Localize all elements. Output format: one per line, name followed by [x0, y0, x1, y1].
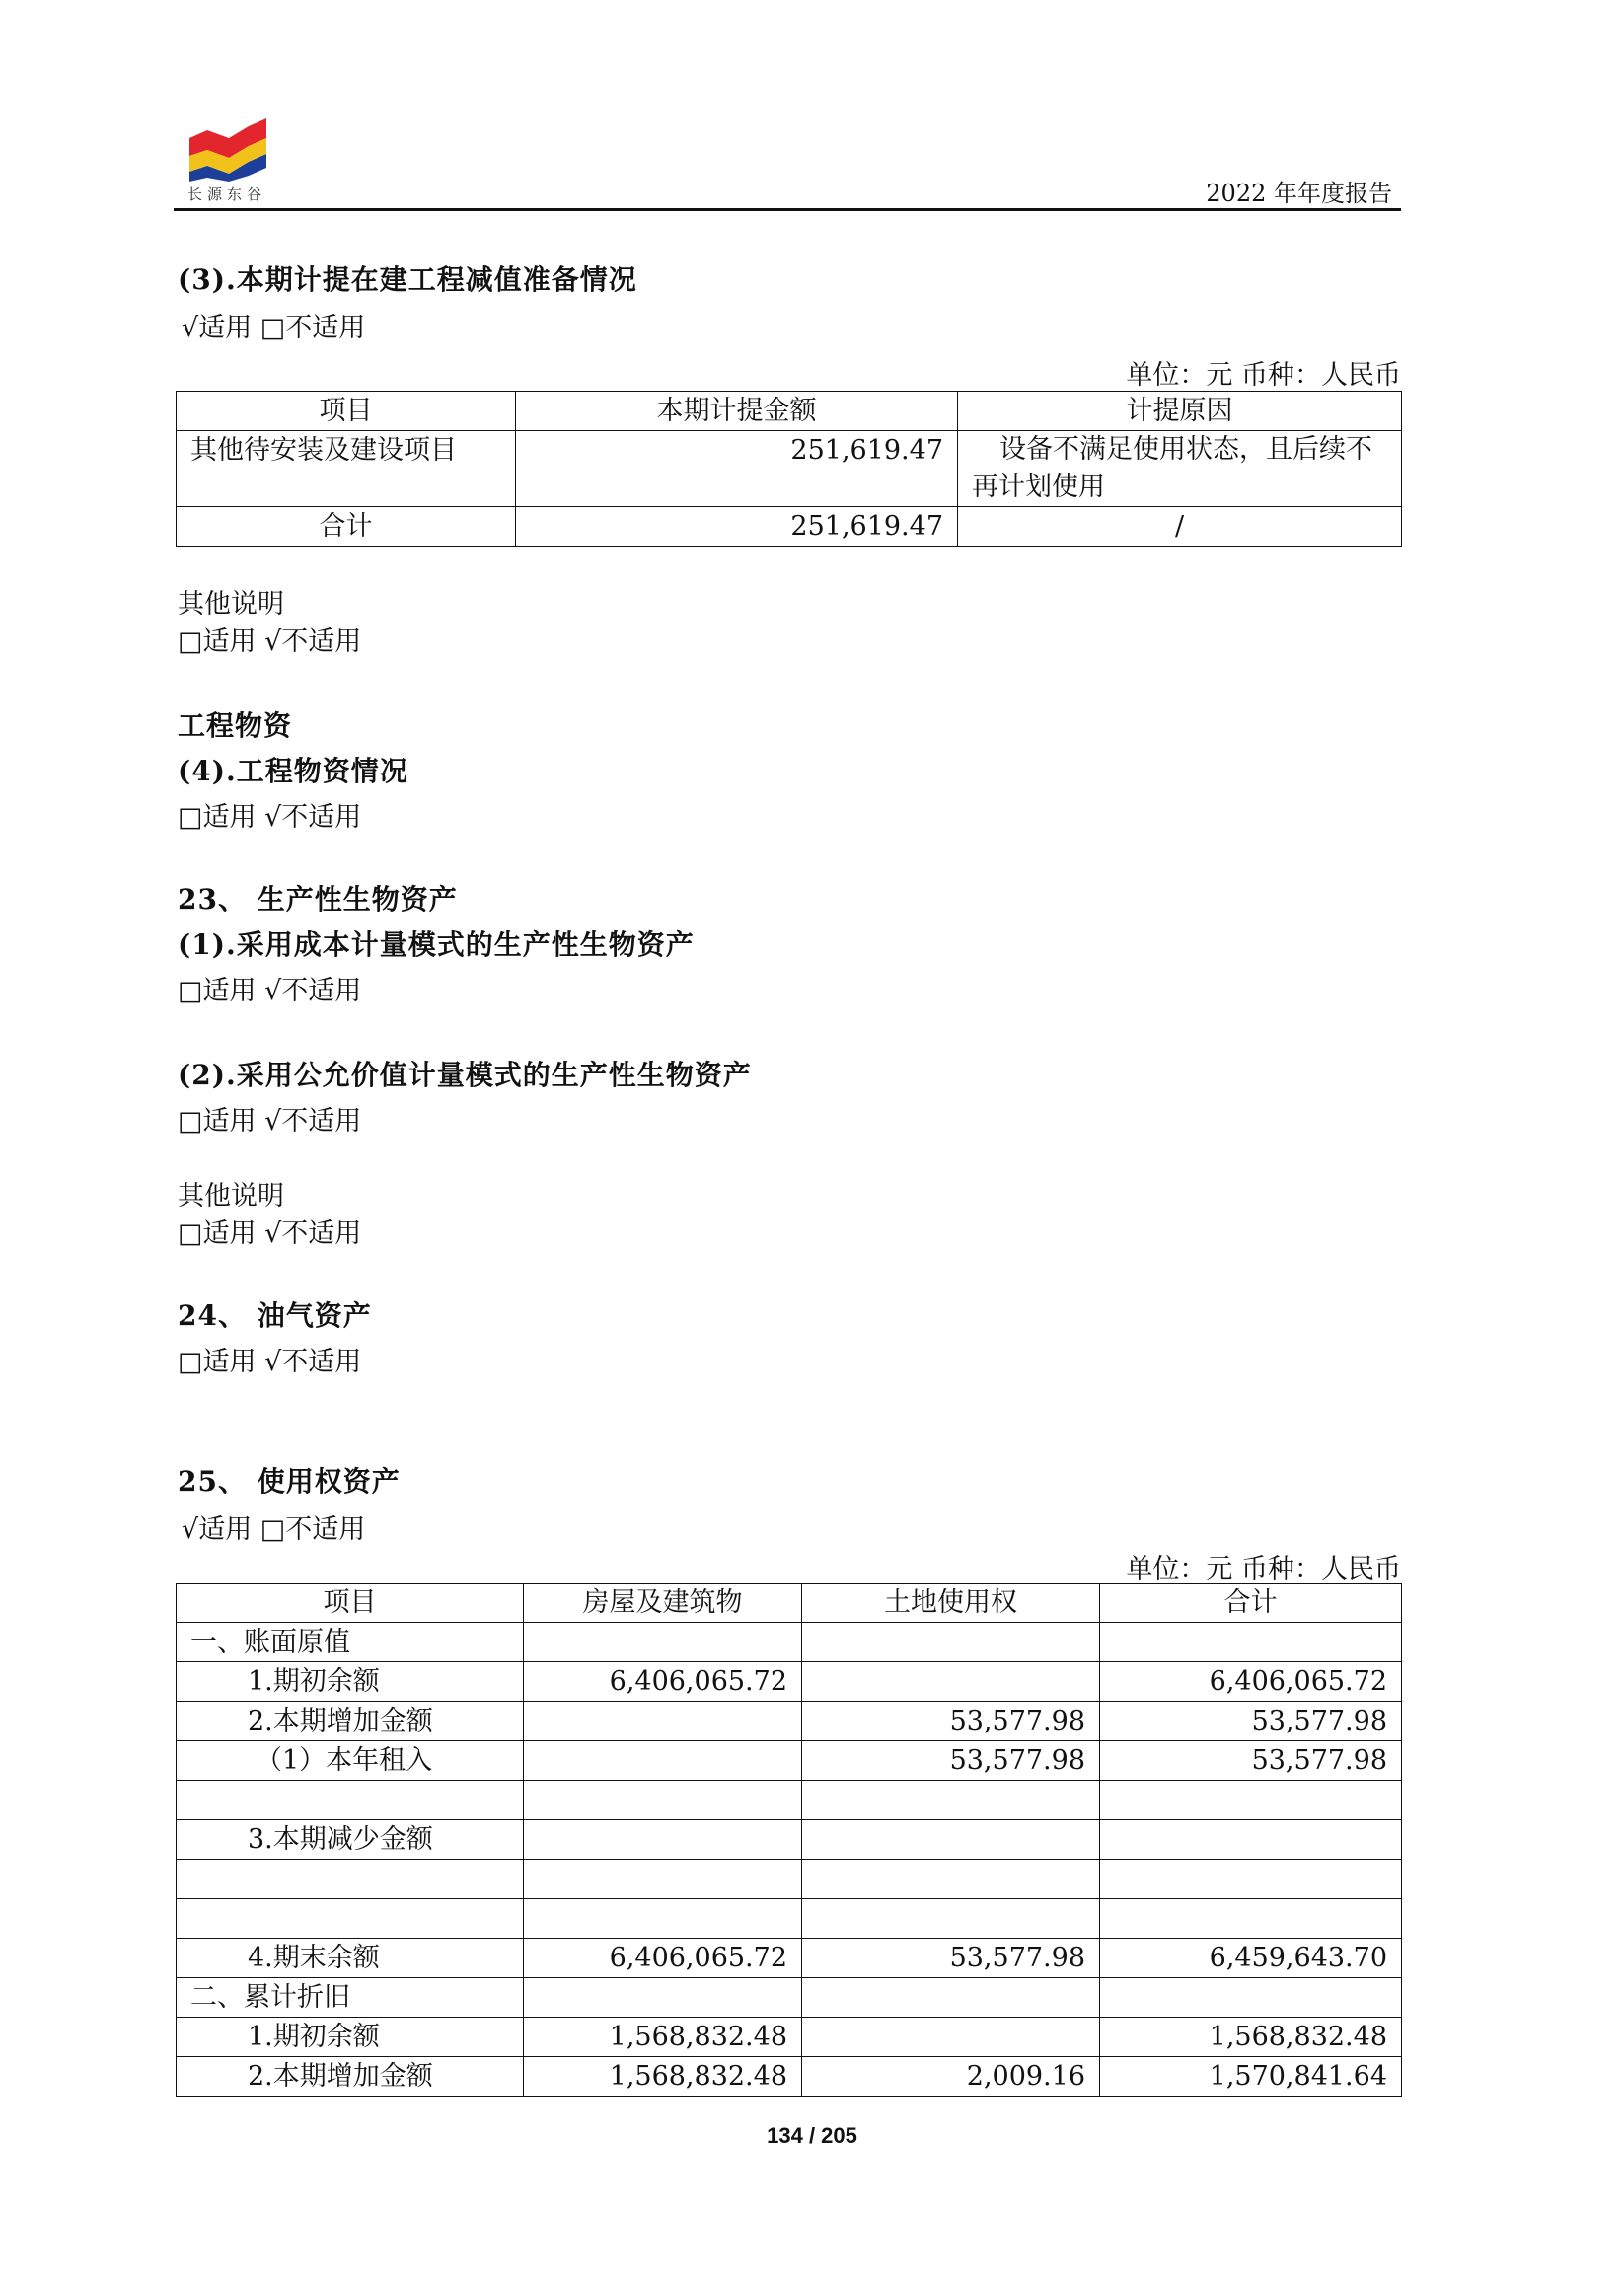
table-cell: 251,619.47 [516, 507, 958, 547]
table-cell: 4.期末余额 [177, 1939, 524, 1978]
table-row [177, 1702, 1402, 1741]
section-3-heading: (3).本期计提在建工程减值准备情况 [178, 263, 637, 296]
table-header-row [177, 392, 1402, 431]
table-cell: 6,406,065.72 [1100, 1662, 1402, 1702]
table-cell: 合计 [177, 507, 516, 547]
table-row [177, 1662, 1402, 1702]
table-cell: 一、账面原值 [177, 1623, 524, 1662]
table-cell: 53,577.98 [802, 1741, 1100, 1781]
logo-flag-icon [187, 116, 268, 182]
table-cell [1100, 1623, 1402, 1662]
table-cell: 53,577.98 [1100, 1741, 1402, 1781]
section-3-unit: 单位：元 币种：人民币 [1126, 360, 1401, 391]
section-4-heading: (4).工程物资情况 [178, 755, 408, 787]
table-cell [802, 2018, 1100, 2057]
section-25-applicability: √适用 □不适用 [182, 1514, 366, 1545]
section-4-applicability: □适用 √不适用 [178, 802, 362, 833]
table-cell [524, 1781, 802, 1820]
section-23-sub1-heading: (1).采用成本计量模式的生产性生物资产 [178, 928, 695, 961]
table-cell [802, 1978, 1100, 2018]
table-cell [802, 1662, 1100, 1702]
section-23-sub1-applicability: □适用 √不适用 [178, 976, 362, 1006]
table-cell: 2.本期增加金额 [177, 2057, 524, 2097]
table-row [177, 1939, 1402, 1978]
table-row [177, 2018, 1402, 2057]
section-3-applicability: √适用 □不适用 [182, 313, 366, 343]
header-cell: 房屋及建筑物 [524, 1584, 802, 1623]
table-row [177, 1781, 1402, 1820]
table-cell [1100, 1899, 1402, 1939]
table-cell [177, 1899, 524, 1939]
table-cell: 2.本期增加金额 [177, 1702, 524, 1741]
table-cell [802, 1899, 1100, 1939]
table-cell [1100, 1820, 1402, 1860]
section-23-sub2-applicability: □适用 √不适用 [178, 1106, 362, 1137]
table-cell [802, 1860, 1100, 1899]
table-cell [1100, 1781, 1402, 1820]
table-cell: 53,577.98 [802, 1702, 1100, 1741]
table-row [177, 1623, 1402, 1662]
table-cell: 1,568,832.48 [1100, 2018, 1402, 2057]
table-cell [524, 1702, 802, 1741]
company-logo [187, 116, 268, 205]
table-cell [524, 1978, 802, 2018]
section-24-heading: 24、 油气资产 [178, 1299, 372, 1332]
table-row [177, 507, 1402, 547]
table-cell [1100, 1860, 1402, 1899]
section-23-sub2-heading: (2).采用公允价值计量模式的生产性生物资产 [178, 1059, 752, 1091]
other-note-label: 其他说明 [178, 1181, 284, 1212]
other-note-applicability: □适用 √不适用 [178, 1218, 362, 1249]
engineering-materials-title: 工程物资 [178, 709, 293, 742]
table-header-row [177, 1584, 1402, 1623]
right-of-use-assets-table [176, 1583, 1402, 2097]
table-row [177, 2057, 1402, 2097]
table-row [177, 1741, 1402, 1781]
section-23-heading: 23、 生产性生物资产 [178, 883, 458, 916]
table-cell: 53,577.98 [1100, 1702, 1402, 1741]
table-row [177, 431, 1402, 507]
other-note-label: 其他说明 [178, 589, 284, 620]
header-cell: 本期计提金额 [516, 392, 958, 431]
logo-text: 长源东谷 [187, 185, 267, 203]
table-cell [524, 1820, 802, 1860]
header-cell: 合计 [1100, 1584, 1402, 1623]
header-cell: 项目 [177, 1584, 524, 1623]
table-cell [524, 1899, 802, 1939]
table-cell [524, 1860, 802, 1899]
table-cell [524, 1741, 802, 1781]
table-cell: 1.期初余额 [177, 1662, 524, 1702]
table-cell: 1,568,832.48 [524, 2018, 802, 2057]
table-cell: 二、累计折旧 [177, 1978, 524, 2018]
table-cell: 6,406,065.72 [524, 1662, 802, 1702]
table-cell: 1,570,841.64 [1100, 2057, 1402, 2097]
impairment-table [176, 391, 1402, 547]
table-cell: 3.本期减少金额 [177, 1820, 524, 1860]
report-title: 2022 年年度报告 [1206, 180, 1392, 207]
table-cell: 其他待安装及建设项目 [177, 431, 516, 507]
header-cell: 计提原因 [958, 392, 1402, 431]
table-cell: 设备不满足使用状态，且后续不再计划使用 [958, 431, 1402, 507]
page-number: 134 / 205 [767, 2123, 857, 2148]
table-cell: 53,577.98 [802, 1939, 1100, 1978]
table-cell: 6,459,643.70 [1100, 1939, 1402, 1978]
header-cell: 项目 [177, 392, 516, 431]
section-25-unit: 单位：元 币种：人民币 [1126, 1554, 1401, 1585]
table-cell [802, 1623, 1100, 1662]
table-cell: 6,406,065.72 [524, 1939, 802, 1978]
table-row [177, 1820, 1402, 1860]
table-cell: 2,009.16 [802, 2057, 1100, 2097]
section-25-heading: 25、 使用权资产 [178, 1465, 401, 1498]
table-cell [1100, 1978, 1402, 2018]
table-cell: / [958, 507, 1402, 547]
table-cell: 1,568,832.48 [524, 2057, 802, 2097]
table-cell [177, 1781, 524, 1820]
other-note-applicability: □适用 √不适用 [178, 627, 362, 657]
table-cell [802, 1820, 1100, 1860]
table-row [177, 1860, 1402, 1899]
table-row [177, 1978, 1402, 2018]
header-divider [174, 208, 1401, 211]
table-cell: （1）本年租入 [177, 1741, 524, 1781]
table-cell [524, 1623, 802, 1662]
table-cell: 251,619.47 [516, 431, 958, 507]
table-row [177, 1899, 1402, 1939]
table-cell [177, 1860, 524, 1899]
header-cell: 土地使用权 [802, 1584, 1100, 1623]
table-cell [802, 1781, 1100, 1820]
section-24-applicability: □适用 √不适用 [178, 1347, 362, 1377]
table-cell: 1.期初余额 [177, 2018, 524, 2057]
